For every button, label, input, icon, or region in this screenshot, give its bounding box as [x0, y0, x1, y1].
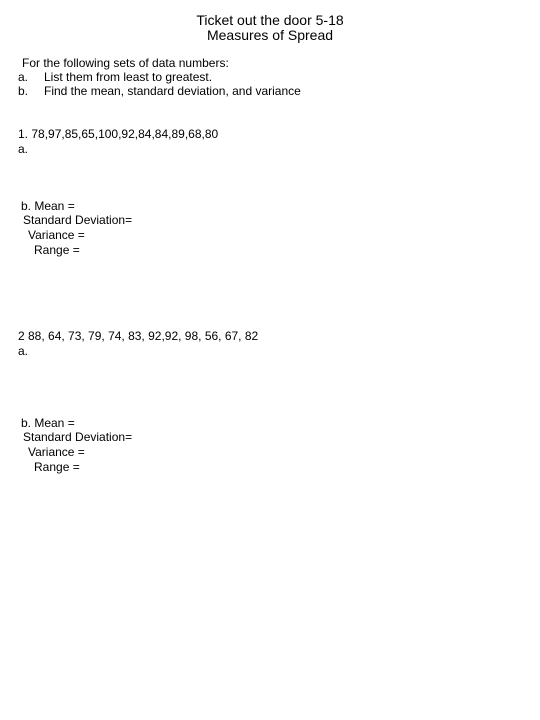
problem-2-variance: Variance =: [28, 445, 85, 459]
instruction-marker: b.: [18, 84, 29, 98]
problem-2-part-a: a.: [18, 344, 29, 358]
instruction-item-b: [18, 84, 301, 98]
page-title: Ticket out the door 5-18: [196, 12, 344, 28]
problem-2-data: 2 88, 64, 73, 79, 74, 83, 92,92, 98, 56, 67, 82: [18, 329, 259, 343]
problem-2-range: Range =: [34, 460, 80, 474]
instruction-marker: a.: [18, 70, 29, 84]
problem-1-data: 1. 78,97,85,65,100,92,84,84,89,68,80: [18, 127, 219, 141]
problem-1-variance: Variance =: [28, 228, 85, 242]
problem-1-mean: b. Mean =: [21, 199, 75, 213]
problem-1-range: Range =: [34, 243, 80, 257]
instruction-text: Find the mean, standard deviation, and variance: [44, 84, 301, 98]
problem-2-mean: b. Mean =: [21, 416, 75, 430]
instruction-text: List them from least to greatest.: [44, 70, 213, 84]
instructions-intro: For the following sets of data numbers:: [22, 56, 229, 70]
problem-2-std-dev: Standard Deviation=: [23, 430, 133, 444]
instruction-item-a: [18, 70, 212, 84]
problem-1-part-a: a.: [18, 142, 29, 156]
page-subtitle: Measures of Spread: [206, 27, 334, 43]
problem-1-std-dev: Standard Deviation=: [23, 213, 133, 227]
